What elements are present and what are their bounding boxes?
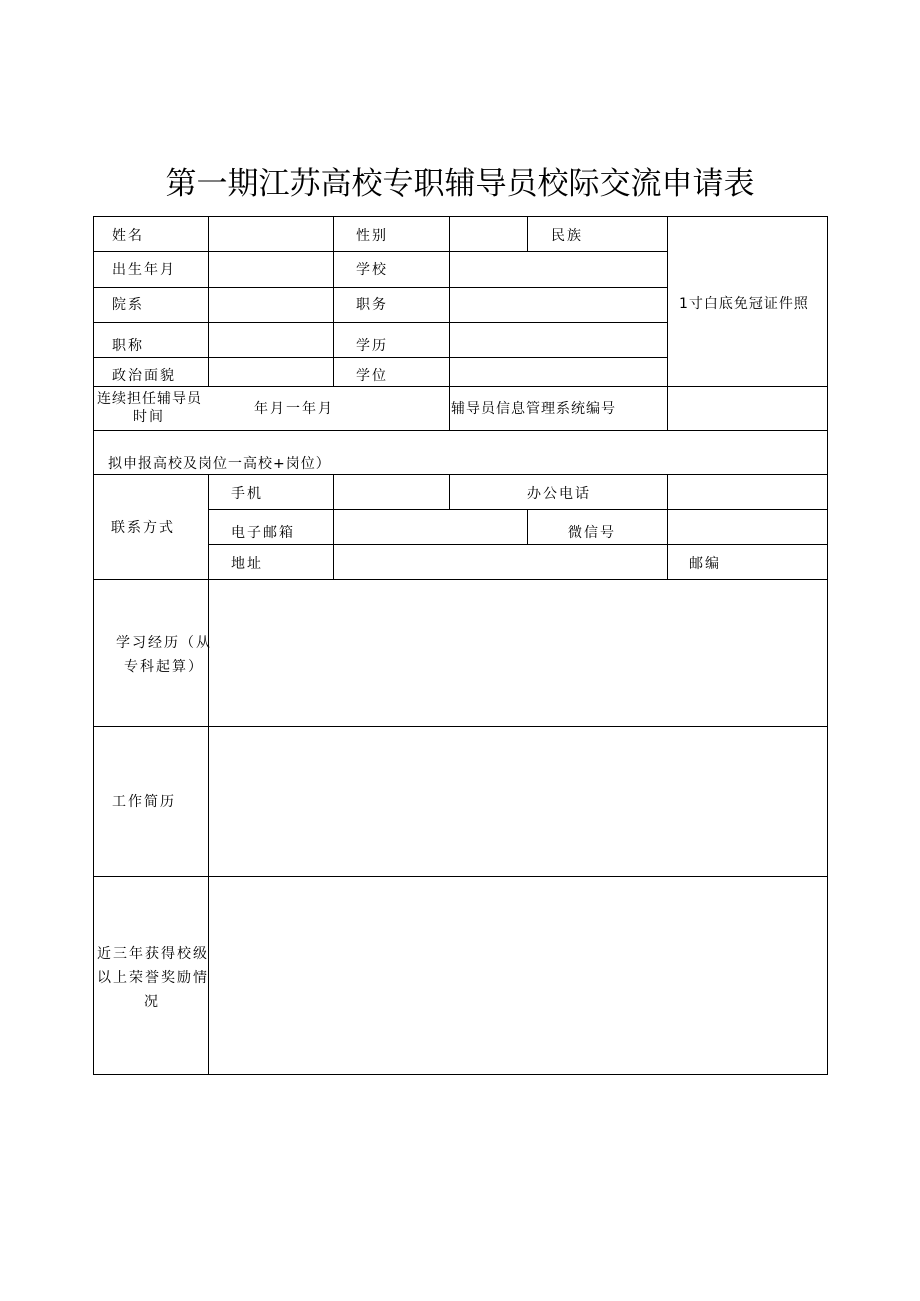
label-education: 学历: [356, 338, 388, 354]
table-line: [93, 1074, 828, 1075]
label-wechat: 微信号: [568, 525, 616, 541]
table-line: [449, 216, 450, 430]
label-position: 职务: [356, 297, 388, 313]
label-apply: 拟申报高校及岗位一高校+岗位）: [108, 456, 331, 472]
label-department: 院系: [112, 297, 144, 313]
table-line: [93, 726, 828, 727]
label-gender: 性别: [356, 228, 388, 244]
label-awards-1: 近三年获得校级: [97, 946, 209, 962]
table-line: [208, 509, 828, 510]
label-name: 姓名: [112, 228, 144, 244]
page-title: 第一期江苏高校专职辅导员校际交流申请表: [165, 166, 755, 202]
label-study-1: 学习经历（从: [116, 635, 212, 651]
table-line: [93, 322, 667, 323]
label-work: 工作简历: [112, 794, 176, 810]
table-line: [449, 474, 450, 509]
table-line: [208, 544, 828, 545]
label-period: 年月一年月: [254, 401, 334, 417]
label-title-rank: 职称: [112, 338, 144, 354]
label-system-id: 辅导员信息管理系统编号: [451, 401, 616, 417]
photo-placeholder: 1寸白底免冠证件照: [679, 296, 809, 312]
label-political: 政治面貌: [112, 368, 176, 384]
table-line: [827, 216, 828, 1075]
label-contact: 联系方式: [111, 520, 175, 536]
label-mobile: 手机: [231, 486, 263, 502]
label-counselor-time-1: 连续担任辅导员: [97, 391, 202, 407]
table-line: [667, 216, 668, 430]
table-line: [208, 216, 209, 387]
table-line: [93, 386, 828, 387]
table-line: [333, 216, 334, 387]
label-ethnicity: 民族: [551, 228, 583, 244]
label-counselor-time-2: 时间: [133, 409, 165, 425]
label-study-2: 专科起算）: [124, 659, 204, 675]
label-awards-2: 以上荣誉奖励情: [97, 970, 209, 986]
table-line: [527, 509, 528, 544]
label-email: 电子邮箱: [231, 525, 295, 541]
table-line: [667, 509, 668, 579]
table-line: [93, 287, 667, 288]
label-school: 学校: [356, 262, 388, 278]
label-address: 地址: [231, 556, 263, 572]
table-line: [527, 216, 528, 251]
label-postcode: 邮编: [689, 556, 721, 572]
table-line: [93, 430, 828, 431]
table-line: [667, 474, 668, 509]
table-line: [93, 474, 828, 475]
table-line: [93, 876, 828, 877]
table-line: [333, 474, 334, 579]
label-degree: 学位: [356, 368, 388, 384]
table-line: [93, 357, 667, 358]
table-line: [93, 216, 94, 1075]
table-line: [93, 579, 828, 580]
label-awards-3: 况: [144, 994, 160, 1010]
label-office-phone: 办公电话: [527, 486, 591, 502]
label-birth: 出生年月: [112, 262, 176, 278]
table-line: [93, 251, 667, 252]
table-line: [93, 216, 828, 217]
